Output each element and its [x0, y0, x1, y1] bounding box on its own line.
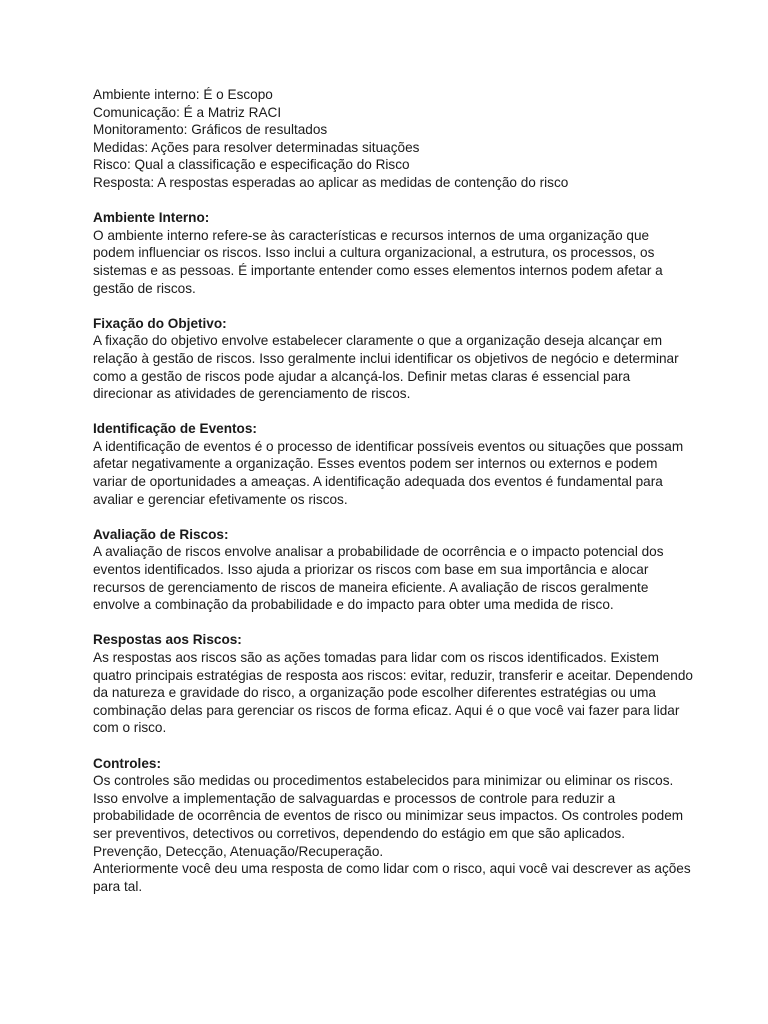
document-page	[93, 86, 693, 913]
section-paragraph: A avaliação de riscos envolve analisar a probabilidade de ocorrência e o impacto potencial dos eventos identificados. Isso ajuda a priorizar os riscos com base em sua importância e alocar recursos de gerenciamento de riscos de maneira eficiente. A avaliação de riscos geralmente envolve a combinação da probabilidade e do impacto para obter uma medida de risco.	[93, 544, 664, 613]
summary-line: Medidas: Ações para resolver determinadas situações	[93, 139, 420, 155]
summary-line: Comunicação: É a Matriz RACI	[93, 104, 282, 120]
section-heading: Fixação do Objetivo:	[93, 315, 227, 331]
section-paragraph: A identificação de eventos é o processo de identificar possíveis eventos ou situações que possam afetar negativamente a organização. Esses eventos podem ser internos ou externos e podem variar de oportunidades a ameaças. A identificação adequada dos eventos é fundamental para avaliar e gerenciar efetivamente os riscos.	[93, 438, 684, 507]
section-heading: Ambiente Interno:	[93, 210, 210, 226]
section-respostas-riscos	[93, 631, 693, 737]
section-avaliacao-riscos	[93, 526, 693, 614]
section-heading: Avaliação de Riscos:	[93, 526, 229, 542]
section-identificacao-eventos	[93, 420, 693, 508]
section-paragraph: Os controles são medidas ou procedimentos estabelecidos para minimizar ou eliminar os riscos. Isso envolve a implementação de salvaguardas e processos de controle para reduzir a probabilidade de ocorrência de eventos de risco ou minimizar seus impactos. Os controles podem ser preventivos, detectivos ou corretivos, dependendo do estágio em que são aplicados. Prevenção, Detecção, Atenuação/Recuperação.	[93, 773, 684, 859]
summary-line: Risco: Qual a classificação e especificação do Risco	[93, 157, 410, 173]
summary-line: Monitoramento: Gráficos de resultados	[93, 122, 328, 138]
summary-line: Ambiente interno: É o Escopo	[93, 87, 273, 102]
section-paragraph: As respostas aos riscos são as ações tomadas para lidar com os riscos identificados. Existem quatro principais estratégias de resposta aos riscos: evitar, reduzir, transferir e aceitar. Dependendo da natureza e gravidade do risco, a organização pode escolher diferentes estratégias ou uma combinação delas para gerenciar os riscos de forma eficaz. Aqui é o que você vai fazer para lidar com o risco.	[93, 650, 693, 736]
section-fixacao-objetivo	[93, 315, 693, 403]
summary-line: Resposta: A respostas esperadas ao aplicar as medidas de contenção do risco	[93, 174, 569, 190]
section-paragraph: O ambiente interno refere-se às características e recursos internos de uma organização que podem influenciar os riscos. Isso inclui a cultura organizacional, a estrutura, os processos, os sistemas e as pessoas. É importante entender como esses elementos internos podem afetar a gestão de riscos.	[93, 227, 663, 296]
section-heading: Controles:	[93, 755, 161, 771]
section-heading: Identificação de Eventos:	[93, 421, 257, 437]
section-paragraph: Anteriormente você deu uma resposta de como lidar com o risco, aqui você vai descrever as ações para tal.	[93, 861, 691, 894]
section-controles	[93, 755, 693, 896]
summary-list	[93, 86, 693, 192]
section-ambiente-interno	[93, 209, 693, 297]
section-heading: Respostas aos Riscos:	[93, 632, 242, 648]
section-paragraph: A fixação do objetivo envolve estabelecer claramente o que a organização deseja alcançar em relação à gestão de riscos. Isso geralmente inclui identificar os objetivos de negócio e determinar como a gestão de riscos pode ajudar a alcançá-los. Definir metas claras é essencial para direcionar as atividades de gerenciamento de riscos.	[93, 333, 679, 402]
